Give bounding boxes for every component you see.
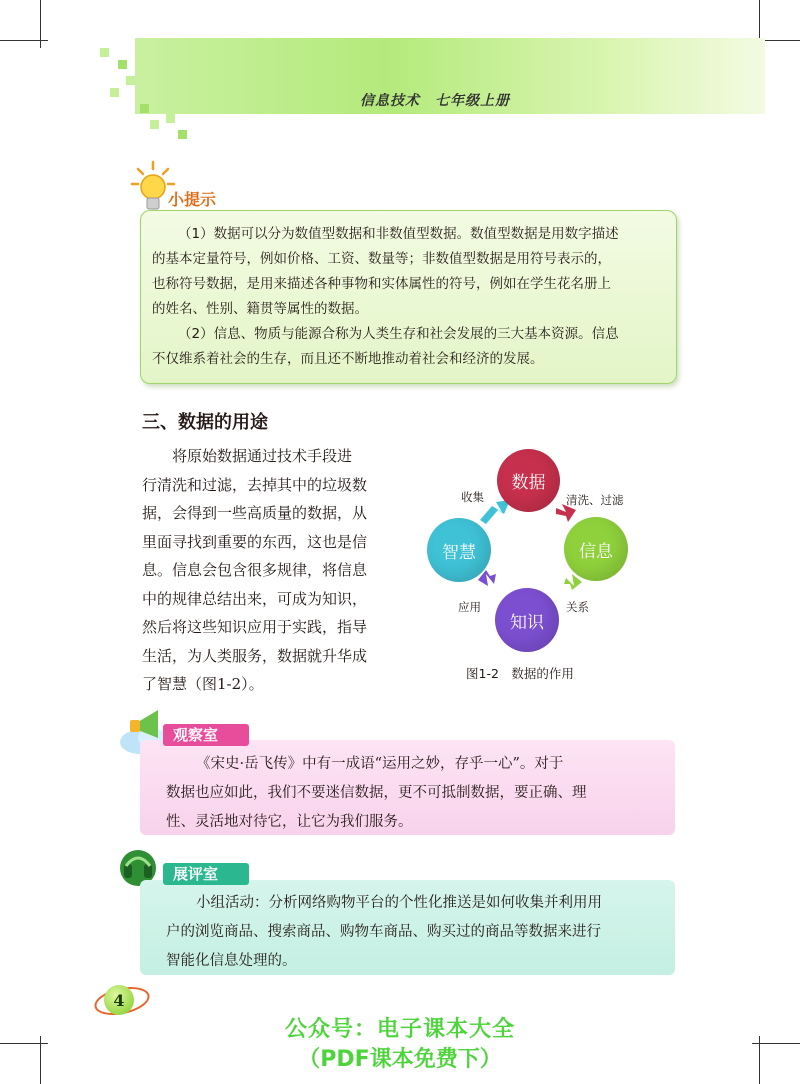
node-knowledge: 知识 bbox=[495, 588, 559, 652]
text-line: 生活，为人类服务，数据就升华成 bbox=[142, 646, 368, 665]
text-line: 息。信息会包含很多规律，将信息 bbox=[142, 561, 368, 579]
text-line: 户的浏览商品、搜索商品、购物车商品、购买过的商品等数据来进行 bbox=[166, 924, 601, 940]
edge-label-relation: 关系 bbox=[566, 600, 589, 614]
edge-label-apply: 应用 bbox=[458, 600, 481, 614]
tip-paragraph-2 bbox=[152, 322, 619, 372]
section-body bbox=[142, 442, 387, 699]
text-line: 的姓名、性别、籍贯等属性的数据。 bbox=[152, 301, 368, 317]
text-line: 据，会得到一些高质量的数据，从 bbox=[142, 504, 368, 522]
text-line: 不仅维系着社会的生存，而且还不断地推动着社会和经济的发展。 bbox=[152, 351, 544, 367]
text-line: 了智慧（图1-2）。 bbox=[142, 675, 264, 693]
node-wisdom: 智慧 bbox=[427, 518, 491, 582]
text-line: 小组活动：分析网络购物平台的个性化推送是如何收集并利用用 bbox=[196, 895, 602, 911]
text-line: 的基本定量符号，例如价格、工资、数量等；非数值型数据是用符号表示的， bbox=[152, 251, 611, 267]
watermark-line-1: 公众号：电子课本大全 bbox=[284, 1017, 515, 1042]
figure-caption: 图1-2 数据的作用 bbox=[466, 666, 574, 681]
text-line: 然后将这些知识应用于实践，指导 bbox=[142, 618, 368, 636]
text-line: 将原始数据通过技术手段进 bbox=[172, 447, 353, 465]
observation-tag: 观察室 bbox=[163, 724, 249, 746]
text-line: 也称符号数据，是用来描述各种事物和实体属性的符号，例如在学生花名册上 bbox=[152, 276, 611, 292]
edge-label-collect: 收集 bbox=[461, 490, 484, 504]
page-number: 4 bbox=[104, 985, 134, 1015]
text-line: 性、灵活地对待它，让它为我们服务。 bbox=[166, 814, 413, 830]
text-line: 智能化信息处理的。 bbox=[166, 953, 297, 969]
text-line: 里面寻找到重要的东西，这也是信 bbox=[142, 532, 368, 551]
edge-label-clean: 清洗、过滤 bbox=[566, 493, 624, 507]
header-title: 信息技术 七年级上册 bbox=[360, 93, 510, 109]
section-title: 三、数据的用途 bbox=[142, 412, 268, 433]
watermark-line-2: （PDF课本免费下） bbox=[298, 1047, 502, 1072]
observation-text bbox=[166, 750, 587, 837]
exhibition-text bbox=[166, 889, 602, 976]
tip-paragraph-1 bbox=[152, 222, 619, 322]
crop-mark bbox=[0, 40, 48, 41]
text-line: （2）信息、物质与能源合称为人类生存和社会发展的三大基本资源。信息 bbox=[178, 326, 619, 342]
text-line: 数据也应如此，我们不要迷信数据，更不可抵制数据，要正确、理 bbox=[166, 785, 587, 801]
tip-title: 小提示 bbox=[168, 190, 217, 209]
node-data: 数据 bbox=[497, 449, 560, 512]
exhibition-tag: 展评室 bbox=[163, 863, 249, 885]
text-line: （1）数据可以分为数值型数据和非数值型数据。数值型数据是用数字描述 bbox=[178, 226, 619, 242]
text-line: 《宋史·岳飞传》中有一成语“运用之妙，存乎一心”。对于 bbox=[196, 756, 564, 772]
node-info: 信息 bbox=[564, 517, 628, 581]
text-line: 中的规律总结出来，可成为知识， bbox=[142, 589, 368, 608]
text-line: 行清洗和过滤，去掉其中的垃圾数 bbox=[142, 475, 368, 494]
